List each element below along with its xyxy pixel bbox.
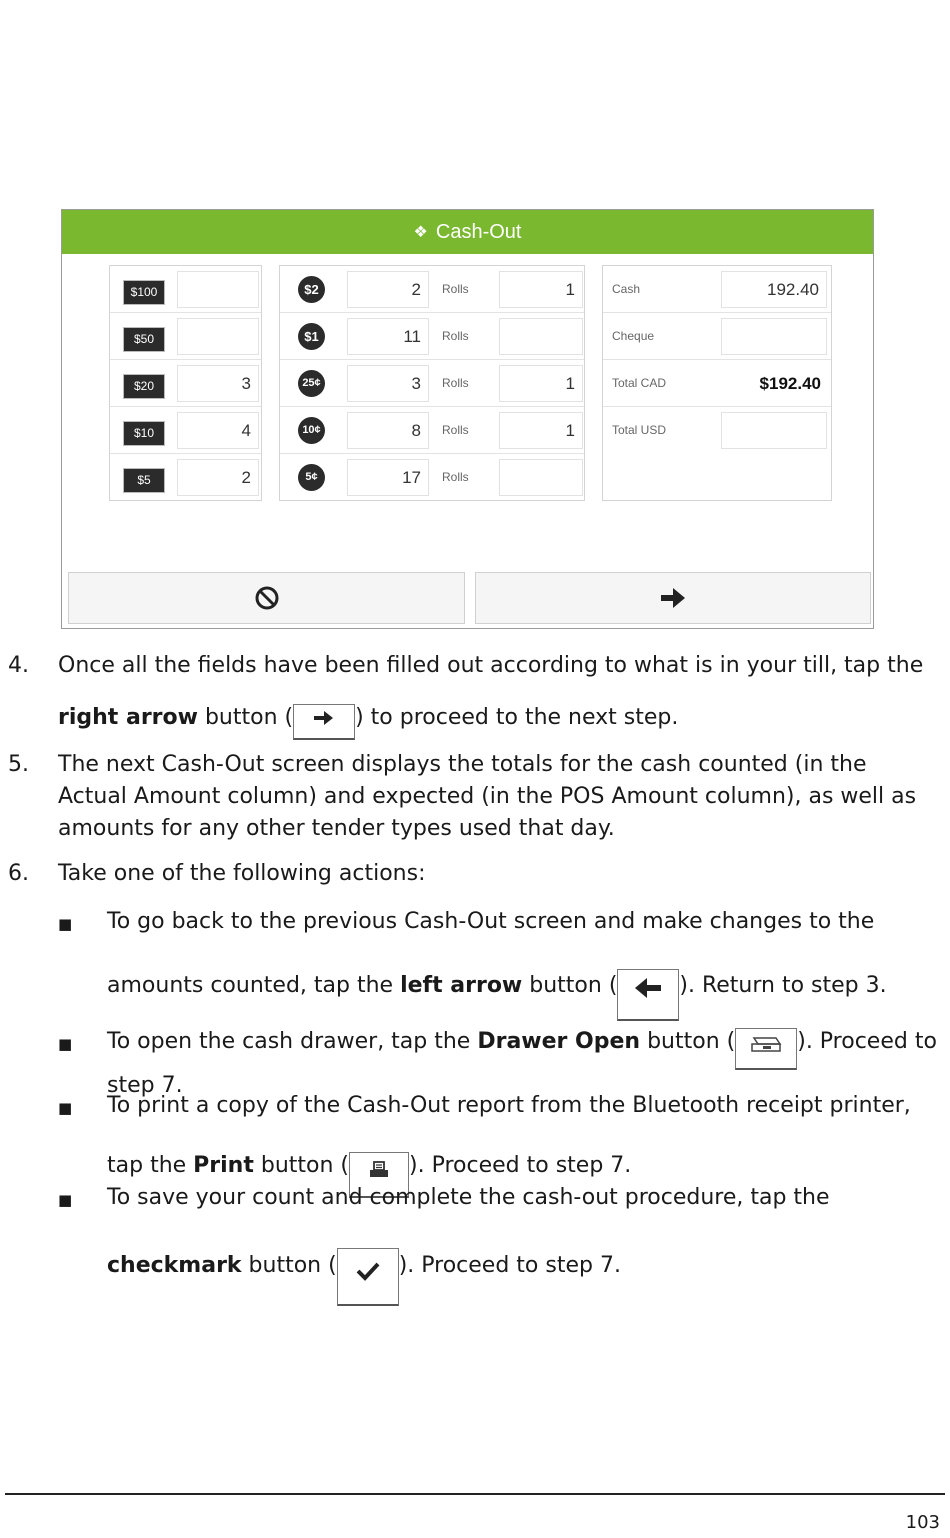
- step-bold: right arrow: [58, 705, 198, 730]
- left-arrow-inline-icon: [617, 969, 679, 1021]
- bill-5-icon: $5: [124, 469, 164, 492]
- coin-5-count-field[interactable]: 17: [347, 459, 429, 496]
- rolls-label: Rolls: [442, 329, 469, 343]
- rolls-label: Rolls: [442, 470, 469, 484]
- step-number: 4.: [8, 653, 29, 678]
- coins-group: [279, 265, 585, 501]
- coin-5-rolls-field[interactable]: [499, 459, 583, 496]
- total-row: [603, 313, 831, 360]
- bullet-icon: ■: [58, 1191, 73, 1209]
- coin-1-count-field[interactable]: 11: [347, 318, 429, 355]
- rolls-label: Rolls: [442, 376, 469, 390]
- coin-25-icon: 25¢: [298, 370, 325, 397]
- checkmark-inline-icon: [337, 1248, 399, 1306]
- step-bold: left arrow: [400, 973, 523, 998]
- next-arrow-button[interactable]: [475, 572, 871, 624]
- totals-group: [602, 265, 832, 501]
- total-row: [603, 407, 831, 454]
- bill-100-icon: $100: [124, 281, 164, 304]
- cheque-field[interactable]: [721, 318, 827, 355]
- total-cad-label: Total CAD: [612, 376, 667, 390]
- total-usd-label: Total USD: [612, 423, 667, 437]
- total-usd-field[interactable]: [721, 412, 827, 449]
- coin-row: [280, 360, 584, 407]
- total-row: [603, 360, 831, 407]
- coin-row: [280, 266, 584, 313]
- coin-row: [280, 407, 584, 454]
- coin-row: [280, 313, 584, 360]
- bullet-icon: ■: [58, 915, 73, 933]
- bill-row: [110, 266, 261, 313]
- bill-50-icon: $50: [124, 328, 164, 351]
- step-text: To open the cash drawer, tap the: [107, 1029, 478, 1054]
- step-text: ). Proceed to step 7.: [398, 1253, 621, 1278]
- rolls-label: Rolls: [442, 282, 469, 296]
- step-text: button (: [197, 705, 294, 730]
- step-text: button (: [241, 1253, 337, 1278]
- bill-row: [110, 454, 261, 501]
- rolls-label: Rolls: [442, 423, 469, 437]
- bill-row: [110, 407, 261, 454]
- bill-5-field[interactable]: 2: [177, 459, 259, 496]
- total-cad-value: $192.40: [759, 374, 821, 393]
- coin-10-icon: 10¢: [298, 417, 325, 444]
- bill-20-field[interactable]: 3: [177, 365, 259, 402]
- cashout-header: [62, 210, 873, 254]
- step-text: button (: [253, 1153, 350, 1178]
- bill-10-field[interactable]: 4: [177, 412, 259, 449]
- bill-row: [110, 360, 261, 407]
- total-row: [603, 266, 831, 313]
- step-number: 6.: [8, 861, 29, 886]
- coin-row: [280, 454, 584, 501]
- step-text: ). Proceed to step 7.: [107, 1029, 937, 1098]
- bullet-text: [107, 1164, 940, 1306]
- drawer-open-inline-icon: [735, 1028, 797, 1070]
- coin-10-rolls-field[interactable]: 1: [499, 412, 583, 449]
- step-text: ). Return to step 3.: [679, 973, 887, 998]
- coin-2-rolls-field[interactable]: 1: [499, 271, 583, 308]
- coin-1-icon: $1: [298, 323, 325, 350]
- step-text: button (: [522, 973, 618, 998]
- step-bold: checkmark: [107, 1253, 242, 1278]
- step-text: Once all the fields have been filled out according to what is in your till, tap the: [58, 653, 924, 678]
- bill-10-icon: $10: [124, 422, 164, 445]
- bill-100-field[interactable]: [177, 271, 259, 308]
- step-text: button (: [640, 1029, 736, 1054]
- step-text: ). Proceed to step 7.: [409, 1153, 632, 1178]
- step-6-text: Take one of the following actions:: [58, 861, 426, 886]
- step-number: 5.: [8, 752, 29, 777]
- bullet-icon: ■: [58, 1099, 73, 1117]
- cheque-label: Cheque: [612, 329, 655, 343]
- bill-50-field[interactable]: [177, 318, 259, 355]
- step-bold: Print: [193, 1153, 254, 1178]
- step-text: To save your count and complete the cash-out procedure, tap the: [107, 1185, 830, 1210]
- footer-rule: [5, 1493, 945, 1495]
- coin-25-count-field[interactable]: 3: [347, 365, 429, 402]
- bill-20-icon: $20: [124, 375, 164, 398]
- step-text: To go back to the previous Cash-Out screen and make changes to the amounts counted, tap the: [107, 909, 875, 998]
- cash-label: Cash: [612, 282, 641, 296]
- step-text: ) to proceed to the next step.: [355, 705, 679, 730]
- cashout-title: Cash-Out: [435, 220, 522, 243]
- bill-row: [110, 313, 261, 360]
- coin-10-count-field[interactable]: 8: [347, 412, 429, 449]
- step-text: To print a copy of the Cash-Out report from the Bluetooth receipt printer, tap the: [107, 1093, 911, 1178]
- bullet-icon: ■: [58, 1035, 73, 1053]
- coin-5-icon: 5¢: [298, 464, 325, 491]
- bills-group: [109, 265, 262, 501]
- step-4-text: [58, 640, 936, 744]
- cancel-circle-icon: [254, 585, 280, 611]
- bullet-text: [107, 890, 940, 1021]
- page-number: 103: [905, 1512, 940, 1533]
- coin-1-rolls-field[interactable]: [499, 318, 583, 355]
- cash-field[interactable]: 192.40: [721, 271, 827, 308]
- right-arrow-inline-icon: [293, 704, 355, 740]
- coin-2-count-field[interactable]: 2: [347, 271, 429, 308]
- cancel-button[interactable]: [68, 572, 465, 624]
- cash-icon: ❖: [413, 224, 428, 241]
- cashout-screenshot: [61, 209, 874, 629]
- step-bold: Drawer Open: [477, 1029, 641, 1054]
- step-5-text: The next Cash-Out screen displays the totals for the cash counted (in the Actual Amount column) and expected (in the POS Amount column), as well as amounts for any other tender types used that day.: [58, 752, 917, 841]
- right-arrow-icon: [659, 587, 687, 609]
- coin-25-rolls-field[interactable]: 1: [499, 365, 583, 402]
- coin-2-icon: $2: [298, 276, 325, 303]
